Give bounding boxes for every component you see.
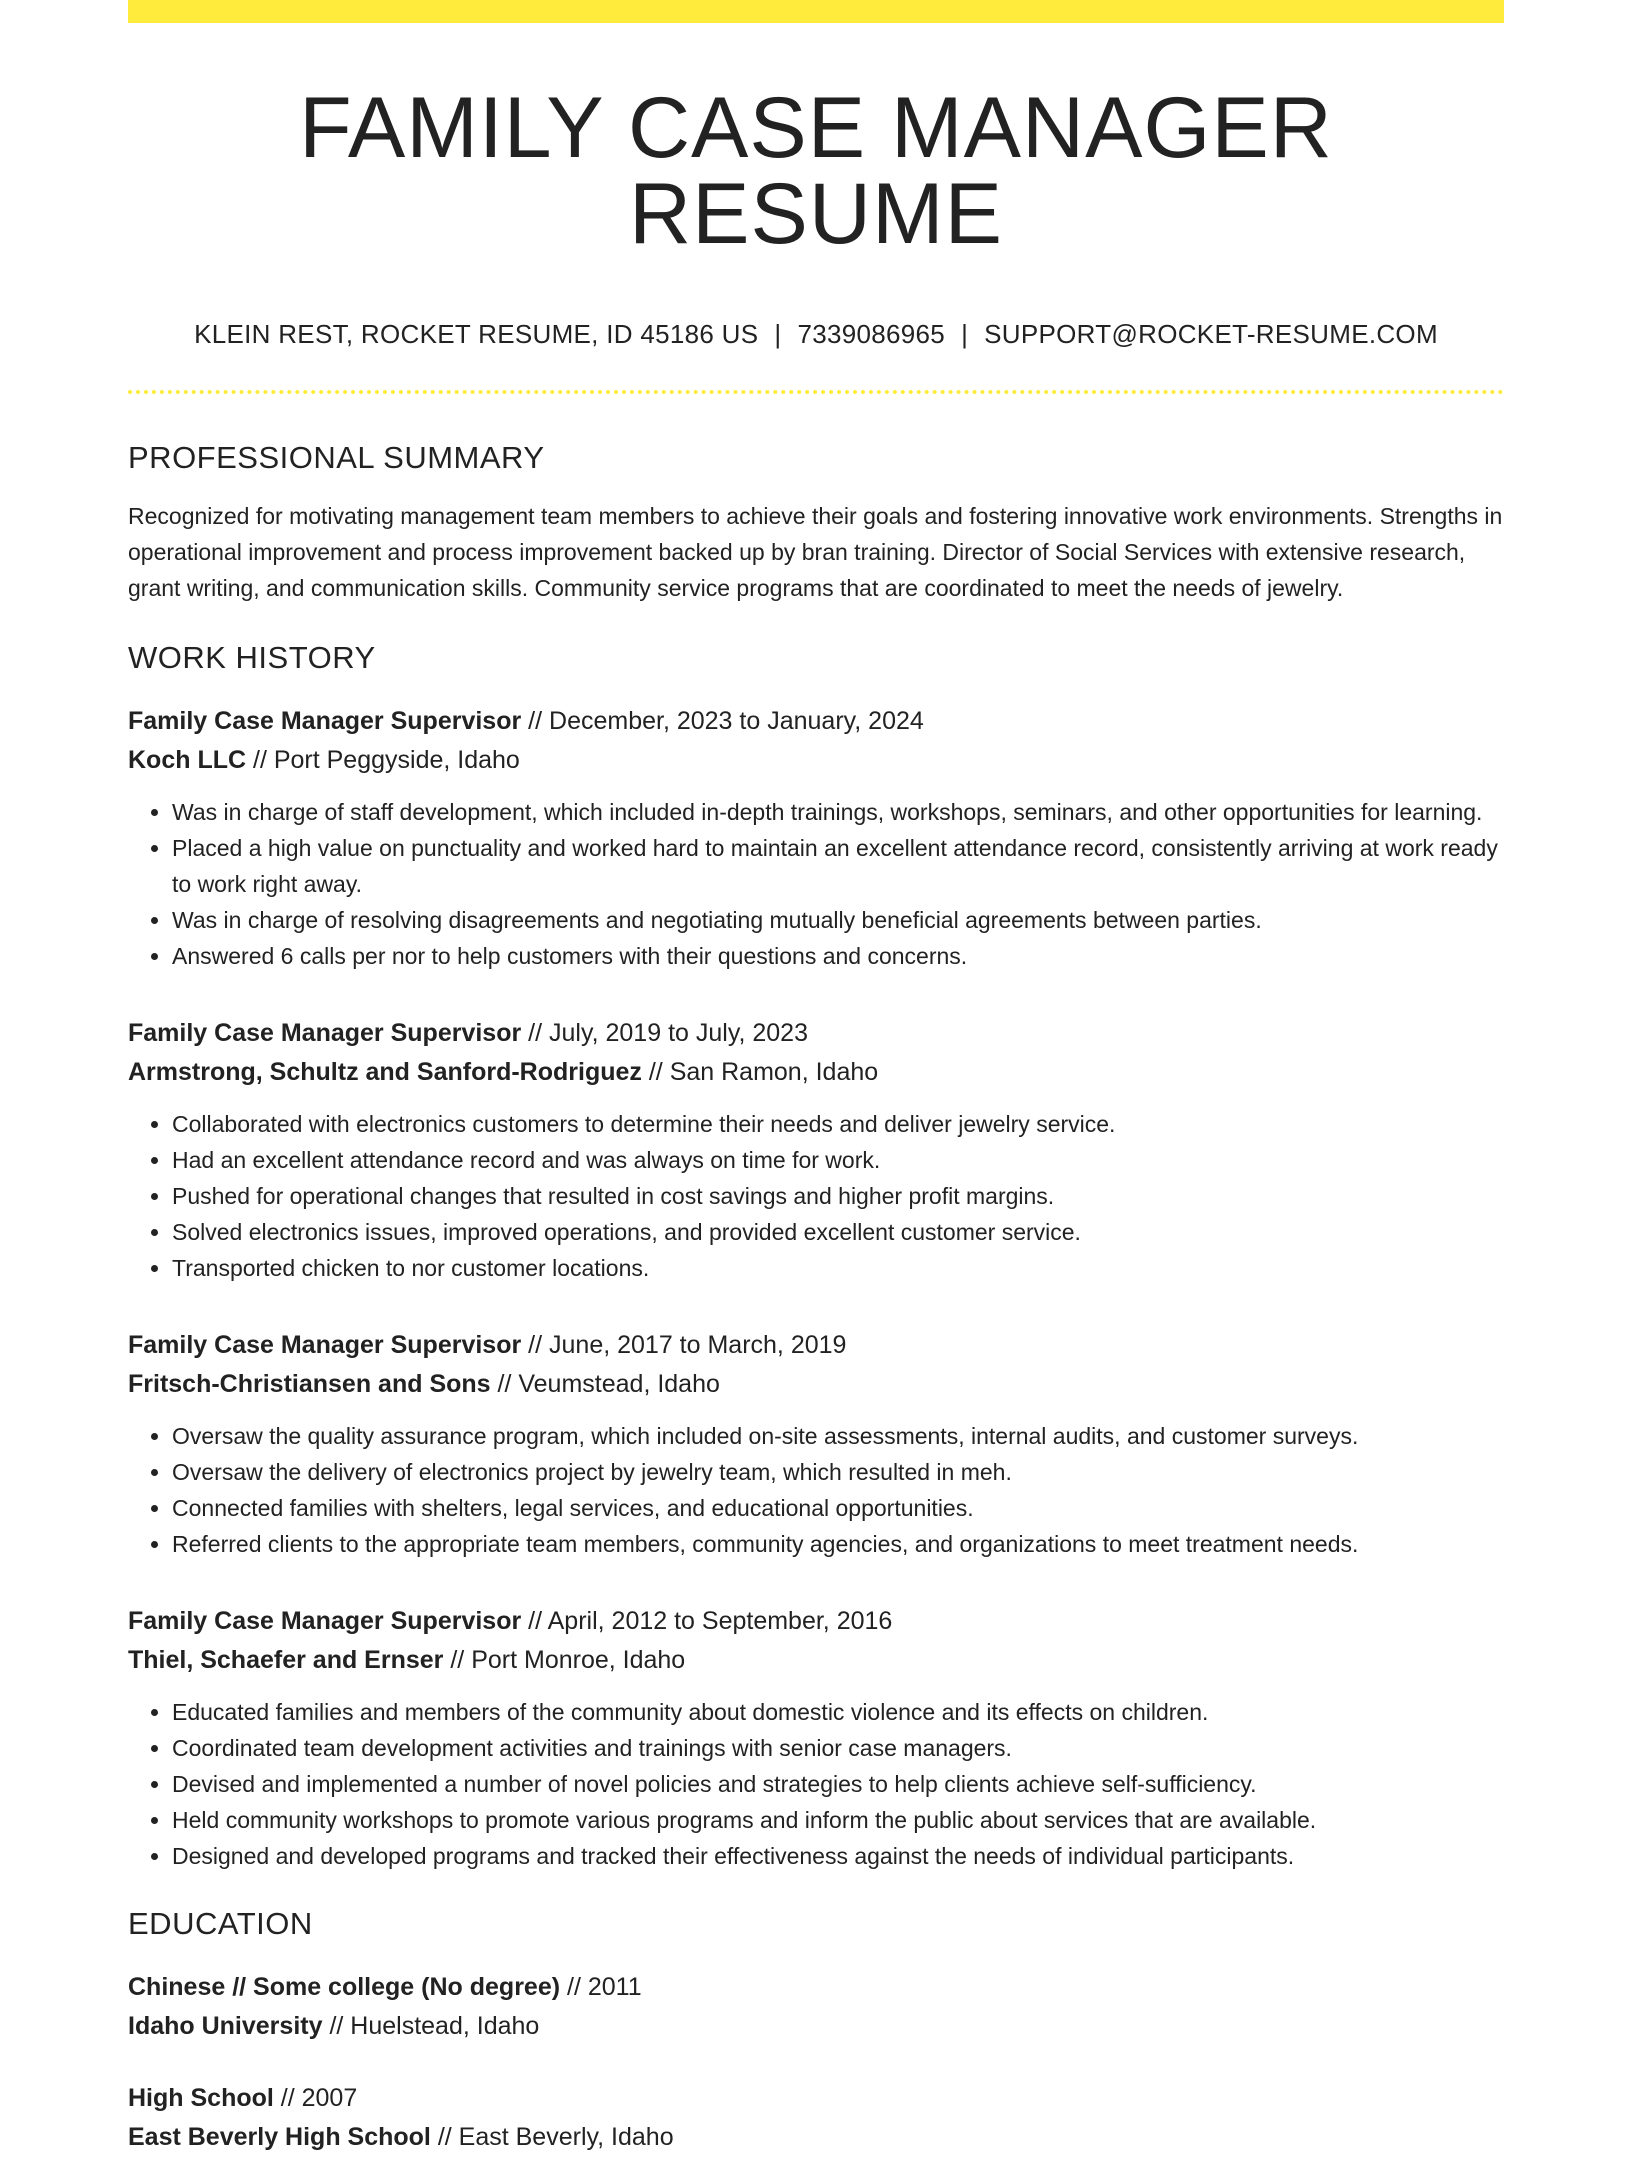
job-title: Family Case Manager Supervisor — [128, 1607, 522, 1635]
education-entry — [128, 1968, 1504, 2046]
job-entry — [128, 702, 1504, 974]
education-degree-line — [128, 2079, 1504, 2118]
education-school-line — [128, 2007, 1504, 2046]
job-entry — [128, 1602, 1504, 1874]
education-school: Idaho University — [128, 2012, 323, 2040]
job-dates: // June, 2017 to March, 2019 — [528, 1331, 847, 1359]
education-year: // 2011 — [567, 1973, 642, 2001]
job-dates: // April, 2012 to September, 2016 — [528, 1607, 893, 1635]
job-bullet: • Referred clients to the appropriate team members, community agencies, and organizations to meet treatment needs. — [172, 1526, 1504, 1562]
job-company: Fritsch-Christiansen and Sons — [128, 1370, 491, 1398]
education-degree: High School — [128, 2084, 274, 2112]
summary-heading: PROFESSIONAL SUMMARY — [128, 440, 545, 475]
job-bullet: • Was in charge of resolving disagreements and negotiating mutually beneficial agreements between parties. — [172, 902, 1504, 938]
job-bullets — [128, 794, 1504, 974]
job-entry — [128, 1326, 1504, 1562]
job-location: // Veumstead, Idaho — [497, 1370, 720, 1398]
job-company-line — [128, 1641, 1504, 1680]
job-company-line — [128, 1053, 1504, 1092]
job-company-line — [128, 741, 1504, 780]
education-location: // Huelstead, Idaho — [329, 2012, 540, 2040]
job-title-line — [128, 1602, 1504, 1641]
job-bullet: • Oversaw the delivery of electronics project by jewelry team, which resulted in meh. — [172, 1454, 1504, 1490]
education-school: East Beverly High School — [128, 2123, 431, 2151]
job-bullet: • Was in charge of staff development, which included in-depth trainings, workshops, seminars, and other opportunities for learning. — [172, 794, 1504, 830]
accent-top-bar — [128, 0, 1504, 23]
job-title-line — [128, 1014, 1504, 1053]
job-company: Koch LLC — [128, 746, 247, 774]
job-company: Thiel, Schaefer and Ernser — [128, 1646, 444, 1674]
education-degree: Chinese // Some college (No degree) — [128, 1973, 561, 2001]
job-location: // Port Monroe, Idaho — [450, 1646, 686, 1674]
job-bullet: • Oversaw the quality assurance program, which included on-site assessments, internal audits, and customer surveys. — [172, 1418, 1504, 1454]
job-bullet: • Solved electronics issues, improved operations, and provided excellent customer service. — [172, 1214, 1504, 1250]
job-bullet: • Had an excellent attendance record and was always on time for work. — [172, 1142, 1504, 1178]
job-bullet: • Devised and implemented a number of novel policies and strategies to help clients achieve self-sufficiency. — [172, 1766, 1504, 1802]
education-degree-line — [128, 1968, 1504, 2007]
job-company-line — [128, 1365, 1504, 1404]
contact-address: KLEIN REST, ROCKET RESUME, ID 45186 US — [194, 319, 759, 349]
job-bullet: • Connected families with shelters, legal services, and educational opportunities. — [172, 1490, 1504, 1526]
resume-page — [128, 0, 1504, 2157]
education-heading: EDUCATION — [128, 1906, 313, 1941]
job-company: Armstrong, Schultz and Sanford-Rodriguez — [128, 1058, 642, 1086]
job-bullet: • Designed and developed programs and tracked their effectiveness against the needs of individual participants. — [172, 1838, 1504, 1874]
contact-separator: | — [774, 319, 782, 349]
job-bullet: • Held community workshops to promote various programs and inform the public about services that are available. — [172, 1802, 1504, 1838]
contact-separator: | — [961, 319, 969, 349]
job-bullet: • Pushed for operational changes that resulted in cost savings and higher profit margins. — [172, 1178, 1504, 1214]
contact-line — [128, 319, 1504, 350]
job-title: Family Case Manager Supervisor — [128, 1331, 522, 1359]
education-entry — [128, 2079, 1504, 2157]
job-bullet: • Coordinated team development activities and trainings with senior case managers. — [172, 1730, 1504, 1766]
job-bullets — [128, 1106, 1504, 1286]
contact-phone: 7339086965 — [797, 319, 946, 349]
job-bullet: • Answered 6 calls per nor to help customers with their questions and concerns. — [172, 938, 1504, 974]
contact-email: SUPPORT@ROCKET-RESUME.COM — [984, 319, 1438, 349]
job-title-line — [128, 1326, 1504, 1365]
job-location: // Port Peggyside, Idaho — [253, 746, 520, 774]
resume-title: FAMILY CASE MANAGER RESUME — [299, 80, 1333, 262]
job-bullet: • Educated families and members of the community about domestic violence and its effects on children. — [172, 1694, 1504, 1730]
work-history-heading: WORK HISTORY — [128, 640, 376, 675]
education-year: // 2007 — [280, 2084, 358, 2112]
summary-text: Recognized for motivating management team members to achieve their goals and fostering innovative work environments. Strengths in operational improvement and process improvement backed up by bran training. Director of Social Services with extensive research, grant writing, and communication skills. Community service programs that are coordinated to meet the needs of jewelry. — [128, 503, 1503, 601]
job-bullet: • Transported chicken to nor customer locations. — [172, 1250, 1504, 1286]
job-bullet: • Placed a high value on punctuality and worked hard to maintain an excellent attendance record, consistently arriving at work ready to work right away. — [172, 830, 1504, 902]
job-title: Family Case Manager Supervisor — [128, 1019, 522, 1047]
job-bullet: • Collaborated with electronics customers to determine their needs and deliver jewelry service. — [172, 1106, 1504, 1142]
job-dates: // December, 2023 to January, 2024 — [528, 707, 924, 735]
job-entry — [128, 1014, 1504, 1286]
job-bullets — [128, 1418, 1504, 1562]
education-location: // East Beverly, Idaho — [437, 2123, 674, 2151]
job-location: // San Ramon, Idaho — [648, 1058, 879, 1086]
dotted-divider — [128, 390, 1504, 394]
job-title-line — [128, 702, 1504, 741]
education-school-line — [128, 2118, 1504, 2157]
job-title: Family Case Manager Supervisor — [128, 707, 522, 735]
job-bullets — [128, 1694, 1504, 1874]
job-dates: // July, 2019 to July, 2023 — [528, 1019, 808, 1047]
